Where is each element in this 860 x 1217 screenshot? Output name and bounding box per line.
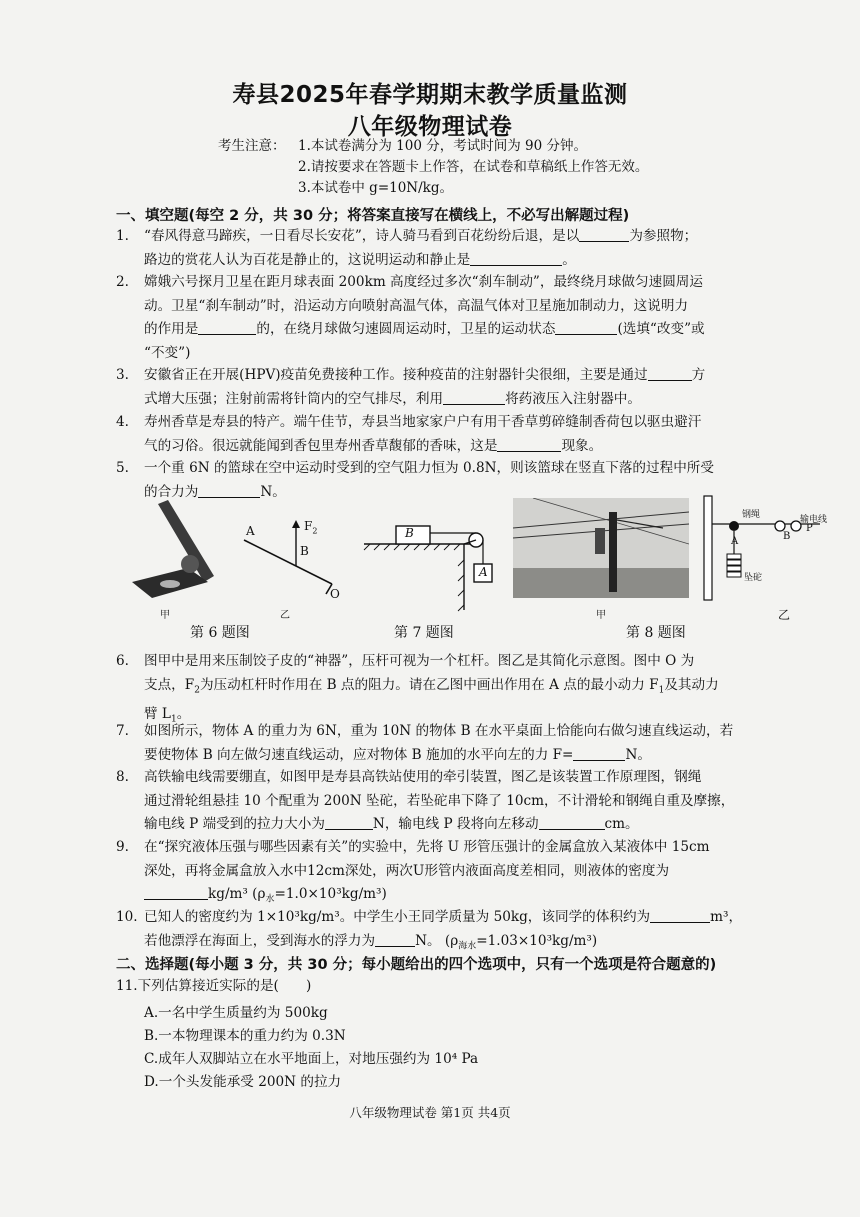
answer-blank[interactable]: [573, 745, 625, 761]
question-10: 10. 已知人的密度约为 1×10³kg/m³。中学生小王同学质量为 50kg，该同学的体积约为 m³， 若他漂浮在海面上，受到海水的浮力为 N。 $(\rho_{海水}=1.03\times 10^3kg/m^3)$: [116, 909, 743, 952]
answer-blank[interactable]: [325, 814, 373, 830]
question-3: 3. 安徽省正在开展(HPV)疫苗免费接种工作。接种疫苗的注射器针尖很细，主要是通过 方 式增大压强；注射前需将针筒内的空气排尽，利用 将药液压入注射器中。: [116, 367, 706, 407]
answer-blank[interactable]: [198, 319, 256, 335]
question-1: 1. “春风得意马蹄疾，一日看尽长安花”，诗人骑马看到百花纷纷后退，是以 为参照物； 路边的赏花人认为百花是静止的，这说明运动和静止是 。: [116, 228, 698, 268]
section-fill-in-title: 一、填空题(每空 2 分，共 30 分；将答案直接写在横线上，不必写出解题过程): [116, 208, 630, 224]
notice-item: 2.请按要求在答题卡上作答，在试卷和草稿纸上作答无效。: [298, 159, 649, 175]
question-2: 2. 嫦娥六号探月卫星在距月球表面 200km 高度经过多次“刹车制动”，最终绕月球做匀速圆周运 动。卫星“刹车制动”时，沿运动方向喷射高温气体，高温气体对卫星施加制动力，这说明力 的作用是 的，在绕月球做匀速圆周运动时，卫星的运动状态 (选填“改变”或 “不变”): [116, 274, 705, 361]
exam-subtitle: 八年级物理试卷: [347, 114, 513, 140]
choice-option-c[interactable]: C.成年人双脚站立在水平地面上，对地压强约为 10⁴ Pa: [144, 1051, 479, 1067]
label-point-B: B: [783, 531, 791, 542]
answer-blank[interactable]: [198, 482, 260, 498]
question-8: 8. 高铁输电线需要绷直，如图甲是寿县高铁站使用的牵引装置，图乙是该装置工作原理图，钢绳 通过滑轮组悬挂 10 个配重为 200N 坠砣，若坠砣串下降了 10cm，不计滑轮和钢绳自重及摩擦， 输电线 P 端受到的拉力大小为 N，输电线 P 段将向左移动 cm。: [116, 769, 735, 832]
railway-tension-device-photo: [513, 498, 689, 598]
section-choice-title: 二、选择题(每小题 3 分，共 30 分；每小题给出的四个选项中，只有一个选项是符合题意的): [116, 957, 717, 973]
answer-blank[interactable]: [579, 226, 629, 242]
answer-blank[interactable]: [470, 250, 562, 266]
answer-blank[interactable]: [555, 319, 617, 335]
question-11: 11.下列估算接近实际的是( ): [116, 978, 312, 994]
label-force-F2: $F_2$: [304, 519, 318, 536]
figure-caption-7: 第 7 题图: [394, 625, 454, 641]
label-pivot-O: O: [330, 587, 340, 601]
notice-item: 1.本试卷满分为 100 分，考试时间为 90 分钟。: [298, 138, 587, 154]
question-5: 5. 一个重 6N 的篮球在空中运动时受到的空气阻力恒为 0.8N，则该篮球在竖直下落的过程中所受 的合力为 N。: [116, 460, 714, 500]
label-point-B: B: [300, 544, 309, 558]
answer-blank[interactable]: [497, 436, 561, 452]
page-footer: 八年级物理试卷 第1页 共4页: [349, 1105, 511, 1120]
label-steel-rope: 钢绳: [742, 510, 761, 520]
question-4: 4. 寿州香草是寿县的特产。端午佳节，寿县当地家家户户有用干香草剪碎缝制香荷包以驱虫避汗 气的习俗。很远就能闻到香包里寿州香草馥郁的香味，这是 现象。: [116, 414, 702, 454]
label-point-A: A: [731, 536, 739, 547]
figure-label-yi: 乙: [280, 610, 290, 621]
question-7: 7. 如图所示，物体 A 的重力为 6N，重为 10N 的物体 B 在水平桌面上恰能向右做匀速直线运动，若 要使物体 B 向左做匀速直线运动，应对物体 B 施加的水平向左的力 F= N。: [116, 723, 734, 763]
question-9: 9. 在“探究液体压强与哪些因素有关”的实验中，先将 U 形管压强计的金属盒放入某液体中 15cm 深处，再将金属盒放入水中12cm深处，两次U形管内液面高度差相同，则液体的密度为 kg/m³ $(\rho_水=1.0\times 10^3kg/m^3)$: [116, 839, 710, 905]
block-A-label: A: [479, 565, 488, 579]
answer-blank[interactable]: [650, 907, 710, 923]
dumpling-press-illustration: [128, 498, 218, 602]
block-B-label: B: [405, 526, 414, 540]
choice-option-d[interactable]: D.一个头发能承受 200N 的拉力: [144, 1074, 342, 1090]
figure-label-jia: 甲: [596, 610, 606, 621]
question-6: 6. 图甲中是用来压制饺子皮的“神器”，压杆可视为一个杠杆。图乙是其简化示意图。图中 O 为 支点，$F_2$为压动杠杆时作用在 B 点的阻力。请在乙图中画出作用在 A 点的最小动力 $F_1$及其动力 臂 $L_1$。: [116, 653, 719, 725]
choice-option-b[interactable]: B.一本物理课本的重力约为 0.3N: [144, 1028, 346, 1044]
pulley-principle-diagram: [700, 494, 830, 604]
answer-blank[interactable]: [443, 389, 505, 405]
figure-caption-6: 第 6 题图: [190, 625, 250, 641]
label-point-A: A: [246, 524, 255, 538]
answer-blank[interactable]: [144, 884, 208, 900]
notice-label: 考生注意：: [218, 138, 286, 154]
answer-blank[interactable]: [539, 814, 605, 830]
label-power-line: 输电线: [800, 515, 828, 525]
answer-blank[interactable]: [375, 931, 415, 947]
figure-label-jia: 甲: [160, 610, 170, 621]
candidate-notice: [218, 136, 648, 199]
figure-caption-8: 第 8 题图: [626, 625, 686, 641]
answer-blank[interactable]: [648, 365, 692, 381]
choice-option-a[interactable]: A.一名中学生质量约为 500kg: [144, 1005, 328, 1021]
figure-label-yi: 乙: [778, 608, 791, 622]
label-point-P: P: [806, 523, 813, 534]
notice-item: 3.本试卷中 g=10N/kg。: [298, 180, 453, 196]
label-counterweight: 坠砣: [744, 573, 763, 583]
exam-title: 寿县2025年春学期期末教学质量监测: [232, 82, 628, 108]
